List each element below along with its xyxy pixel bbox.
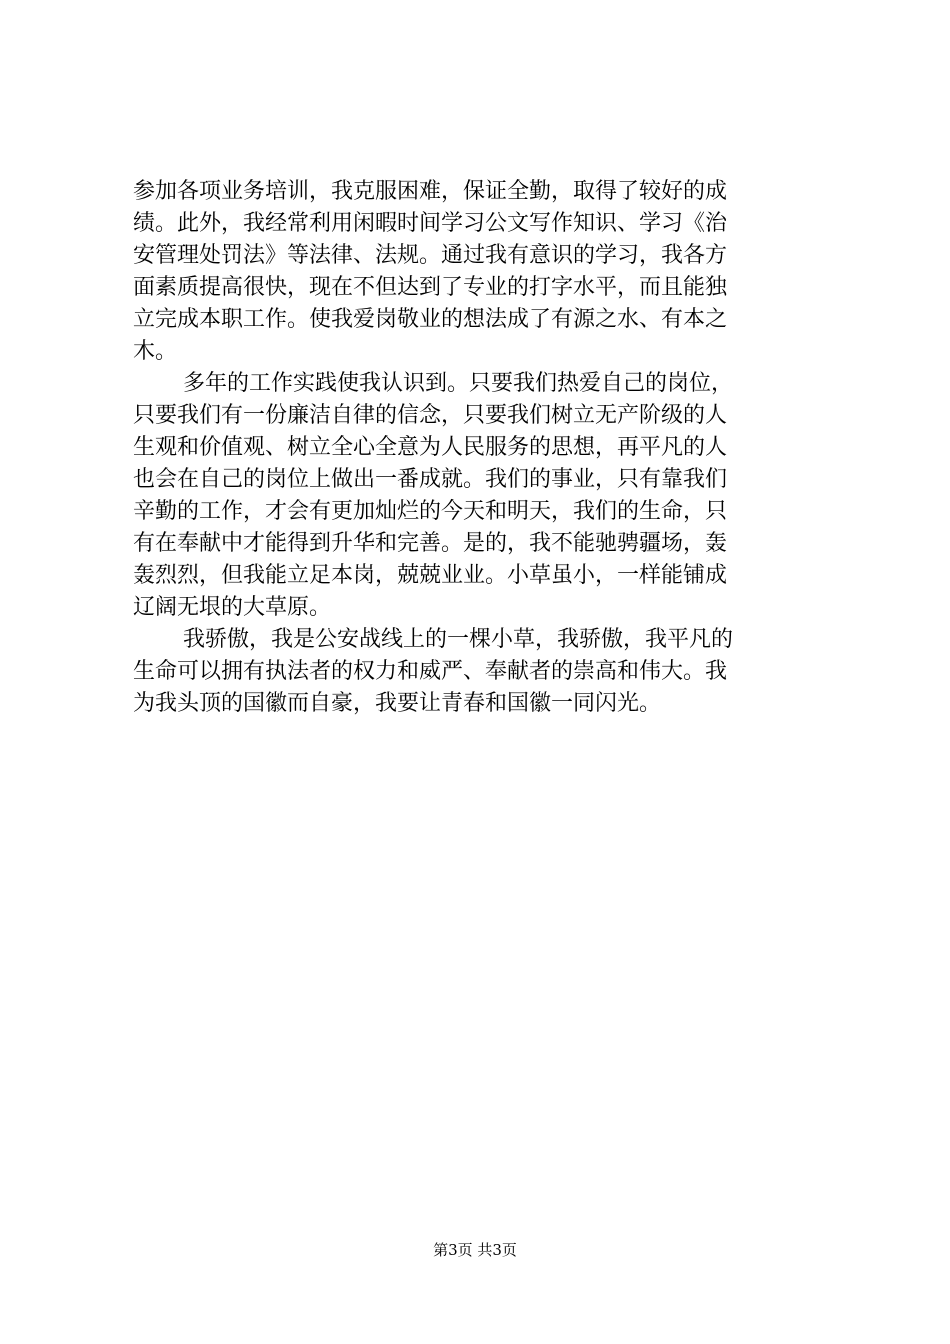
text-line: 也会在自己的岗位上做出一番成就。我们的事业，只有靠我们 (133, 467, 728, 492)
text-line: 参加各项业务培训，我克服困难，保证全勤，取得了较好的成 (133, 179, 728, 204)
text-line: 安管理处罚法》等法律、法规。通过我有意识的学习，我各方 (133, 243, 728, 268)
text-line: 生命可以拥有执法者的权力和威严、奉献者的崇高和伟大。我 (133, 659, 728, 684)
text-line: 有在奉献中才能得到升华和完善。是的，我不能驰骋疆场，轰 (133, 531, 728, 556)
page-footer (0, 1240, 950, 1260)
text-line: 面素质提高很快，现在不但达到了专业的打字水平，而且能独 (133, 275, 728, 300)
text-line: 轰烈烈，但我能立足本岗，兢兢业业。小草虽小，一样能铺成 (133, 563, 728, 588)
body-text (133, 176, 823, 720)
text-line: 立完成本职工作。使我爱岗敬业的想法成了有源之水、有本之 (133, 307, 728, 332)
text-line: 生观和价值观、树立全心全意为人民服务的思想，再平凡的人 (133, 435, 728, 460)
paragraph-first-line: 我骄傲，我是公安战线上的一棵小草，我骄傲，我平凡的 (183, 627, 734, 652)
text-line: 木。 (133, 339, 178, 364)
text-line: 为我头顶的国徽而自豪，我要让青春和国徽一同闪光。 (133, 691, 662, 716)
text-line: 辛勤的工作，才会有更加灿烂的今天和明天，我们的生命，只 (133, 499, 728, 524)
text-line: 绩。此外，我经常利用闲暇时间学习公文写作知识、学习《治 (133, 211, 728, 236)
paragraph-first-line: 多年的工作实践使我认识到。只要我们热爱自己的岗位， (183, 371, 734, 396)
text-line: 辽阔无垠的大草原。 (133, 595, 332, 620)
page-number: 第3页 共3页 (433, 1241, 517, 1259)
text-line: 只要我们有一份廉洁自律的信念，只要我们树立无产阶级的人 (133, 403, 728, 428)
